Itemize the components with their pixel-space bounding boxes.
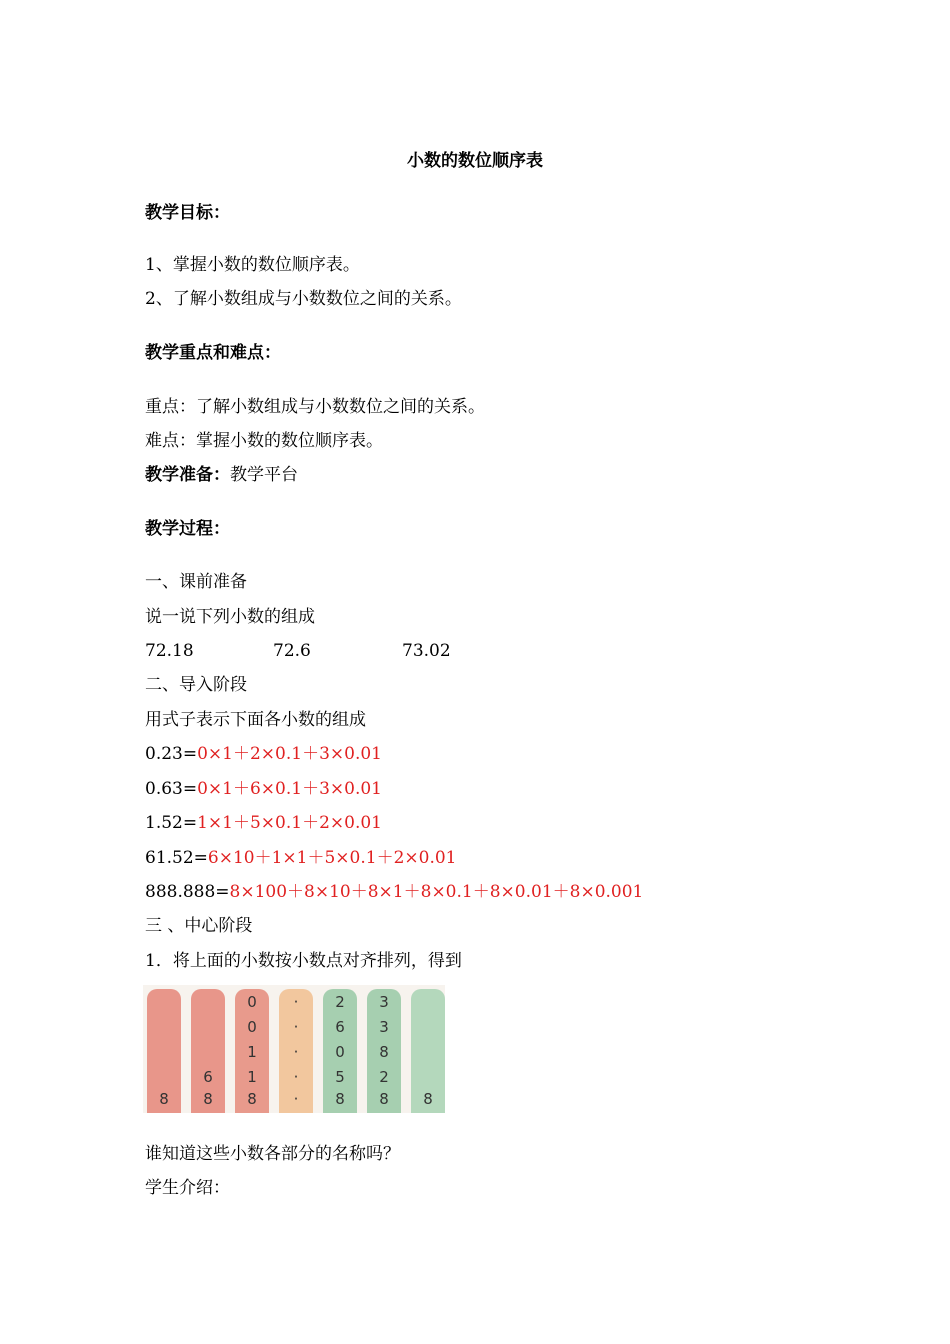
decimal-alignment-picture — [143, 985, 445, 1113]
digit-cell: · — [293, 1090, 299, 1108]
digit-cell: 2 — [379, 1068, 389, 1086]
digit-cell: 6 — [335, 1018, 345, 1036]
section3-step1: 1．将上面的小数按小数点对齐排列，得到 — [145, 951, 462, 971]
digit-cell: · — [293, 993, 299, 1011]
section2-heading: 二、导入阶段 — [145, 675, 247, 695]
key-point-focus: 重点：了解小数组成与小数数位之间的关系。 — [145, 397, 485, 417]
digit-column — [411, 989, 445, 1113]
section2-prompt: 用式子表示下面各小数的组成 — [145, 710, 366, 730]
equation-lhs: 1.52= — [145, 813, 198, 833]
equation-lhs: 888.888= — [145, 882, 230, 902]
digit-column — [191, 989, 225, 1113]
digit-cell: 3 — [379, 993, 389, 1011]
equation-rhs: 0×1＋6×0.1＋3×0.01 — [197, 779, 382, 799]
digit-column — [367, 989, 401, 1113]
digit-cell: 8 — [159, 1090, 169, 1108]
number-2: 72.6 — [273, 641, 311, 661]
digit-column — [235, 989, 269, 1113]
digit-cell: 0 — [335, 1043, 345, 1061]
digit-cell: 1 — [247, 1068, 257, 1086]
section1-prompt: 说一说下列小数的组成 — [145, 607, 315, 627]
digit-cell: 6 — [203, 1068, 213, 1086]
objective-item-1: 1、掌握小数的数位顺序表。 — [145, 255, 360, 275]
process-heading: 教学过程： — [145, 519, 230, 539]
section1-heading: 一、课前准备 — [145, 572, 247, 592]
digit-cell: · — [293, 1018, 299, 1036]
objective-item-2: 2、了解小数组成与小数数位之间的关系。 — [145, 289, 462, 309]
digit-column — [147, 989, 181, 1113]
page-title: 小数的数位顺序表 — [407, 151, 543, 171]
digit-cell: 0 — [247, 1018, 257, 1036]
number-1: 72.18 — [145, 641, 194, 661]
equation-row — [145, 743, 382, 765]
digit-cell: · — [293, 1068, 299, 1086]
digit-cell: 3 — [379, 1018, 389, 1036]
digit-cell: 2 — [335, 993, 345, 1011]
digit-cell: 8 — [247, 1090, 257, 1108]
equation-row — [145, 812, 382, 834]
equation-rhs: 6×10＋1×1＋5×0.1＋2×0.01 — [207, 848, 457, 868]
digit-cell: 8 — [379, 1043, 389, 1061]
digit-cell: 8 — [335, 1090, 345, 1108]
digit-column — [323, 989, 357, 1113]
digit-cell: 1 — [247, 1043, 257, 1061]
preparation-value: 教学平台 — [230, 465, 298, 485]
number-3: 73.02 — [402, 641, 451, 661]
preparation-line — [145, 464, 298, 486]
section3-heading: 三 、中心阶段 — [145, 916, 253, 936]
digit-cell: · — [293, 1043, 299, 1061]
digit-cell: 0 — [247, 993, 257, 1011]
digit-cell: 5 — [335, 1068, 345, 1086]
equation-lhs: 0.63= — [145, 779, 198, 799]
equation-rhs: 1×1＋5×0.1＋2×0.01 — [197, 813, 382, 833]
digit-cell: 8 — [379, 1090, 389, 1108]
equation-lhs: 61.52= — [145, 848, 208, 868]
key-points-heading: 教学重点和难点： — [145, 343, 281, 363]
student-intro: 学生介绍： — [145, 1178, 230, 1198]
digit-cell: 8 — [423, 1090, 433, 1108]
key-point-difficulty: 难点：掌握小数的数位顺序表。 — [145, 431, 383, 451]
equation-rhs: 8×100＋8×10＋8×1＋8×0.1＋8×0.01＋8×0.001 — [229, 882, 644, 902]
digit-column — [279, 989, 313, 1113]
equation-row — [145, 778, 382, 800]
equation-lhs: 0.23= — [145, 744, 198, 764]
section3-question: 谁知道这些小数各部分的名称吗？ — [145, 1144, 400, 1164]
equation-row — [145, 881, 643, 903]
objectives-heading: 教学目标： — [145, 203, 230, 223]
preparation-label: 教学准备： — [145, 465, 230, 485]
section1-numbers — [145, 640, 451, 662]
digit-cell: 8 — [203, 1090, 213, 1108]
equation-rhs: 0×1＋2×0.1＋3×0.01 — [197, 744, 382, 764]
equation-row — [145, 847, 457, 869]
